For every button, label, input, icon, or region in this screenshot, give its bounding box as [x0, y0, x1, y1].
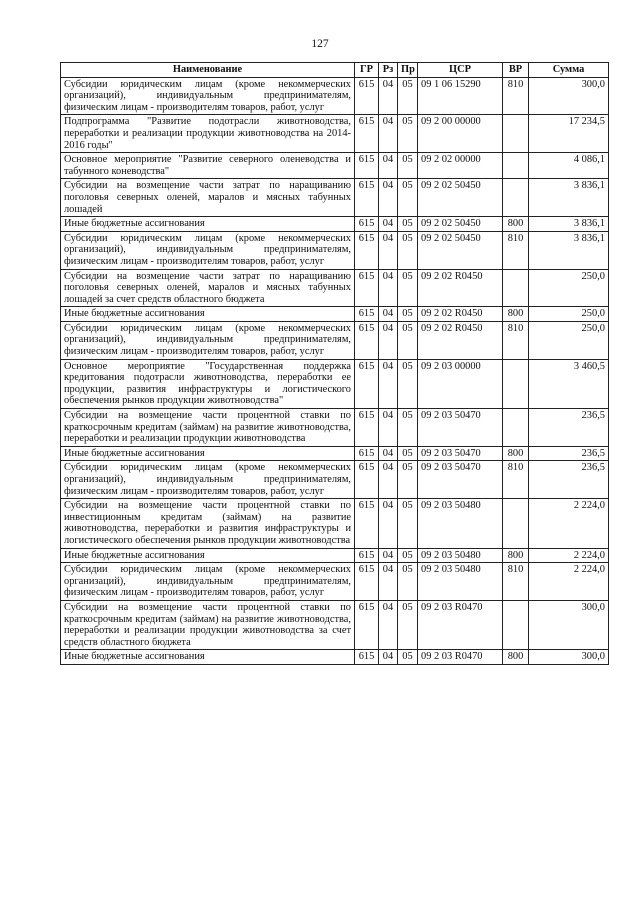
- table-row: [61, 115, 609, 153]
- cell-rz: 04: [379, 153, 398, 179]
- table-row: [61, 321, 609, 359]
- cell-name: Субсидии на возмещение части затрат по наращиванию поголовья северных оленей, маралов и мясных табунных лошадей: [61, 179, 355, 217]
- cell-vr: 810: [503, 77, 529, 115]
- cell-pr: 05: [398, 115, 418, 153]
- cell-csr: 09 2 03 00000: [418, 359, 503, 408]
- table-body: [61, 77, 609, 664]
- cell-vr: [503, 359, 529, 408]
- cell-amount: 3 836,1: [529, 179, 609, 217]
- cell-name: Субсидии юридическим лицам (кроме некоммерческих организаций), индивидуальным предпринимателям, физическим лицам - производителям товаров, работ, услуг: [61, 563, 355, 601]
- cell-amount: 2 224,0: [529, 499, 609, 548]
- cell-amount: 2 224,0: [529, 563, 609, 601]
- table-row: [61, 269, 609, 307]
- cell-pr: 05: [398, 307, 418, 322]
- cell-vr: 800: [503, 446, 529, 461]
- table-row: [61, 217, 609, 232]
- cell-pr: 05: [398, 409, 418, 447]
- cell-csr: 09 1 06 15290: [418, 77, 503, 115]
- cell-pr: 05: [398, 461, 418, 499]
- cell-csr: 09 2 03 50480: [418, 563, 503, 601]
- cell-csr: 09 2 00 00000: [418, 115, 503, 153]
- cell-pr: 05: [398, 269, 418, 307]
- cell-amount: 250,0: [529, 307, 609, 322]
- cell-gr: 615: [355, 600, 379, 649]
- cell-vr: 810: [503, 321, 529, 359]
- cell-gr: 615: [355, 321, 379, 359]
- table-row: [61, 409, 609, 447]
- cell-amount: 17 234,5: [529, 115, 609, 153]
- cell-vr: [503, 600, 529, 649]
- cell-name: Субсидии юридическим лицам (кроме некоммерческих организаций), индивидуальным предпринимателям, физическим лицам - производителям товаров, работ, услуг: [61, 77, 355, 115]
- header-vr: ВР: [503, 63, 529, 78]
- cell-pr: 05: [398, 231, 418, 269]
- table-row: [61, 499, 609, 548]
- table-row: [61, 77, 609, 115]
- table-row: [61, 153, 609, 179]
- cell-name: Иные бюджетные ассигнования: [61, 307, 355, 322]
- cell-amount: 236,5: [529, 461, 609, 499]
- cell-gr: 615: [355, 446, 379, 461]
- cell-pr: 05: [398, 179, 418, 217]
- cell-rz: 04: [379, 217, 398, 232]
- cell-rz: 04: [379, 461, 398, 499]
- cell-pr: 05: [398, 359, 418, 408]
- table-row: [61, 307, 609, 322]
- cell-csr: 09 2 03 50470: [418, 446, 503, 461]
- cell-rz: 04: [379, 231, 398, 269]
- cell-pr: 05: [398, 563, 418, 601]
- cell-name: Иные бюджетные ассигнования: [61, 446, 355, 461]
- cell-amount: 300,0: [529, 77, 609, 115]
- cell-name: Субсидии на возмещение части затрат по наращиванию поголовья северных оленей, маралов и мясных табунных лошадей за счет средств областного бюджета: [61, 269, 355, 307]
- cell-vr: [503, 179, 529, 217]
- cell-name: Субсидии на возмещение части процентной ставки по краткосрочным кредитам (займам) на развитие животноводства, переработки и реализации продукции животноводства: [61, 409, 355, 447]
- cell-rz: 04: [379, 446, 398, 461]
- table-row: [61, 446, 609, 461]
- cell-gr: 615: [355, 115, 379, 153]
- cell-amount: 300,0: [529, 600, 609, 649]
- cell-name: Субсидии юридическим лицам (кроме некоммерческих организаций), индивидуальным предпринимателям, физическим лицам - производителям товаров, работ, услуг: [61, 321, 355, 359]
- cell-amount: 236,5: [529, 409, 609, 447]
- cell-gr: 615: [355, 563, 379, 601]
- cell-pr: 05: [398, 446, 418, 461]
- cell-rz: 04: [379, 321, 398, 359]
- cell-gr: 615: [355, 409, 379, 447]
- cell-vr: 800: [503, 217, 529, 232]
- cell-amount: 300,0: [529, 650, 609, 665]
- cell-csr: 09 2 03 R0470: [418, 650, 503, 665]
- cell-amount: 3 836,1: [529, 217, 609, 232]
- cell-gr: 615: [355, 499, 379, 548]
- header-gr: ГР: [355, 63, 379, 78]
- page-number: 127: [311, 38, 329, 50]
- cell-csr: 09 2 02 50450: [418, 179, 503, 217]
- table-row: [61, 461, 609, 499]
- cell-rz: 04: [379, 115, 398, 153]
- cell-pr: 05: [398, 153, 418, 179]
- cell-csr: 09 2 02 00000: [418, 153, 503, 179]
- cell-vr: 810: [503, 461, 529, 499]
- cell-name: Подпрограмма "Развитие подотрасли животноводства, переработки и реализации продукции животноводства на 2014-2016 годы": [61, 115, 355, 153]
- cell-amount: 3 460,5: [529, 359, 609, 408]
- cell-csr: 09 2 03 R0470: [418, 600, 503, 649]
- cell-gr: 615: [355, 153, 379, 179]
- cell-pr: 05: [398, 548, 418, 563]
- cell-name: Субсидии юридическим лицам (кроме некоммерческих организаций), индивидуальным предпринимателям, физическим лицам - производителям товаров, работ, услуг: [61, 231, 355, 269]
- cell-pr: 05: [398, 77, 418, 115]
- cell-csr: 09 2 02 R0450: [418, 307, 503, 322]
- table-row: [61, 359, 609, 408]
- cell-name: Субсидии юридическим лицам (кроме некоммерческих организаций), индивидуальным предпринимателям, физическим лицам - производителям товаров, работ, услуг: [61, 461, 355, 499]
- cell-rz: 04: [379, 179, 398, 217]
- cell-csr: 09 2 02 R0450: [418, 321, 503, 359]
- cell-gr: 615: [355, 548, 379, 563]
- cell-gr: 615: [355, 461, 379, 499]
- cell-csr: 09 2 03 50480: [418, 499, 503, 548]
- table-row: [61, 600, 609, 649]
- cell-gr: 615: [355, 179, 379, 217]
- cell-vr: 800: [503, 548, 529, 563]
- cell-rz: 04: [379, 77, 398, 115]
- cell-pr: 05: [398, 217, 418, 232]
- cell-rz: 04: [379, 307, 398, 322]
- header-csr: ЦСР: [418, 63, 503, 78]
- cell-rz: 04: [379, 548, 398, 563]
- cell-gr: 615: [355, 231, 379, 269]
- cell-name: Иные бюджетные ассигнования: [61, 650, 355, 665]
- cell-name: Основное мероприятие "Развитие северного оленеводства и табунного коневодства": [61, 153, 355, 179]
- cell-amount: 236,5: [529, 446, 609, 461]
- cell-name: Иные бюджетные ассигнования: [61, 548, 355, 563]
- cell-rz: 04: [379, 409, 398, 447]
- cell-rz: 04: [379, 269, 398, 307]
- cell-rz: 04: [379, 600, 398, 649]
- cell-csr: 09 2 03 50480: [418, 548, 503, 563]
- cell-amount: 2 224,0: [529, 548, 609, 563]
- header-rz: Рз: [379, 63, 398, 78]
- cell-rz: 04: [379, 563, 398, 601]
- table-header-row: [61, 63, 609, 78]
- header-name: Наименование: [61, 63, 355, 78]
- cell-pr: 05: [398, 321, 418, 359]
- cell-vr: 810: [503, 231, 529, 269]
- cell-pr: 05: [398, 650, 418, 665]
- cell-csr: 09 2 02 50450: [418, 217, 503, 232]
- cell-pr: 05: [398, 499, 418, 548]
- cell-amount: 4 086,1: [529, 153, 609, 179]
- cell-gr: 615: [355, 269, 379, 307]
- cell-amount: 250,0: [529, 321, 609, 359]
- cell-csr: 09 2 03 50470: [418, 409, 503, 447]
- cell-gr: 615: [355, 217, 379, 232]
- cell-csr: 09 2 02 R0450: [418, 269, 503, 307]
- cell-vr: 810: [503, 563, 529, 601]
- table-row: [61, 548, 609, 563]
- cell-csr: 09 2 02 50450: [418, 231, 503, 269]
- cell-name: Субсидии на возмещение части процентной ставки по краткосрочным кредитам (займам) на развитие животноводства, переработки и реализации продукции животноводства за счет средств областного бюджета: [61, 600, 355, 649]
- table-row: [61, 563, 609, 601]
- header-pr: Пр: [398, 63, 418, 78]
- cell-vr: 800: [503, 650, 529, 665]
- table-row: [61, 179, 609, 217]
- cell-gr: 615: [355, 77, 379, 115]
- cell-pr: 05: [398, 600, 418, 649]
- cell-vr: [503, 115, 529, 153]
- table-row: [61, 650, 609, 665]
- cell-gr: 615: [355, 307, 379, 322]
- cell-vr: [503, 409, 529, 447]
- cell-gr: 615: [355, 359, 379, 408]
- cell-amount: 3 836,1: [529, 231, 609, 269]
- cell-rz: 04: [379, 650, 398, 665]
- cell-amount: 250,0: [529, 269, 609, 307]
- cell-gr: 615: [355, 650, 379, 665]
- cell-name: Основное мероприятие "Государственная поддержка кредитования подотрасли животноводства, переработки ее продукции, развития инфраструктуры и логистического обеспечения рынков продукции животноводства": [61, 359, 355, 408]
- budget-table: [60, 62, 609, 665]
- cell-rz: 04: [379, 499, 398, 548]
- table-row: [61, 231, 609, 269]
- header-amount: Сумма: [529, 63, 609, 78]
- cell-csr: 09 2 03 50470: [418, 461, 503, 499]
- cell-vr: [503, 153, 529, 179]
- cell-rz: 04: [379, 359, 398, 408]
- cell-vr: [503, 499, 529, 548]
- cell-name: Иные бюджетные ассигнования: [61, 217, 355, 232]
- cell-vr: [503, 269, 529, 307]
- cell-name: Субсидии на возмещение части процентной ставки по инвестиционным кредитам (займам) на развитие животноводства, переработки и развития инфраструктуры и логистического обеспечения рынков продукции животноводства: [61, 499, 355, 548]
- cell-vr: 800: [503, 307, 529, 322]
